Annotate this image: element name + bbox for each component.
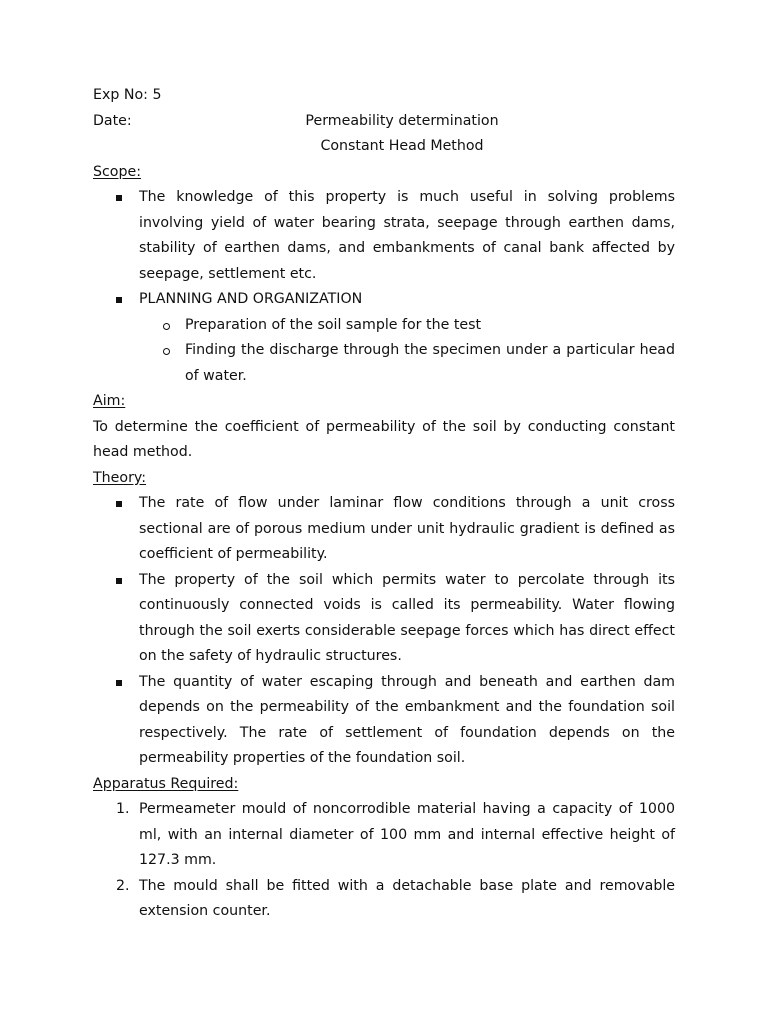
apparatus-heading: Apparatus Required:: [93, 775, 239, 792]
list-item: [93, 670, 675, 772]
aim-text: To determine the coefficient of permeability of the soil by conducting constant head method.: [93, 418, 675, 460]
list-item-text: The quantity of water escaping through and beneath and earthen dam depends on the permeability of the embankment and the foundation soil respectively. The rate of settlement of foundation depends on the permeability properties of the foundation soil.: [139, 673, 675, 766]
list-item-text: Permeameter mould of noncorrodible material having a capacity of 1000 ml, with an internal diameter of 100 mm and internal effective height of 127.3 mm.: [139, 801, 675, 868]
document-page: [93, 83, 675, 925]
list-item-text: The knowledge of this property is much useful in solving problems involving yield of water bearing strata, seepage through earthen dams, stability of earthen dams, and embankments of canal bank affected by seepage, settlement etc.: [139, 189, 675, 282]
square-bullet-icon: [116, 297, 122, 303]
list-item-text: PLANNING AND ORGANIZATION: [139, 291, 363, 307]
list-item-text: Preparation of the soil sample for the test: [185, 316, 482, 333]
document-subtitle: Constant Head Method: [320, 138, 484, 154]
list-item: [93, 491, 675, 568]
apparatus-list: [93, 797, 675, 925]
list-item-text: Finding the discharge through the specimen under a particular head of water.: [185, 342, 675, 384]
theory-heading: Theory:: [93, 469, 147, 486]
title-row: [93, 109, 675, 135]
exp-number: Exp No: 5: [93, 87, 162, 103]
list-item: [93, 185, 675, 287]
list-number: 2.: [116, 877, 130, 894]
aim-heading: Aim:: [93, 393, 126, 409]
list-item: [93, 287, 675, 313]
square-bullet-icon: [116, 680, 122, 686]
list-item: [93, 874, 675, 925]
list-item: [93, 338, 675, 389]
list-number: 1.: [116, 801, 130, 817]
circle-bullet-icon: [163, 323, 170, 330]
scope-heading: Scope:: [93, 163, 142, 180]
scope-list: [93, 185, 675, 313]
circle-bullet-icon: [163, 348, 170, 355]
list-item-text: The rate of flow under laminar flow conditions through a unit cross sectional are of porous medium under unit hydraulic gradient is defined as coefficient of permeability.: [139, 495, 675, 562]
list-item-text: The mould shall be fitted with a detachable base plate and removable extension counter.: [139, 877, 675, 919]
document-title: Permeability determination: [305, 112, 499, 129]
list-item: [93, 313, 675, 339]
theory-list: [93, 491, 675, 772]
list-item-text: The property of the soil which permits water to percolate through its continuously connected voids is called its permeability. Water flowing through the soil exerts considerable seepage forces which has direct effect on the safety of hydraulic structures.: [139, 571, 675, 664]
square-bullet-icon: [116, 195, 122, 201]
planning-sublist: [93, 313, 675, 390]
square-bullet-icon: [116, 578, 122, 584]
date-label: Date:: [93, 112, 132, 129]
list-item: [93, 797, 675, 874]
list-item: [93, 568, 675, 670]
square-bullet-icon: [116, 501, 122, 507]
